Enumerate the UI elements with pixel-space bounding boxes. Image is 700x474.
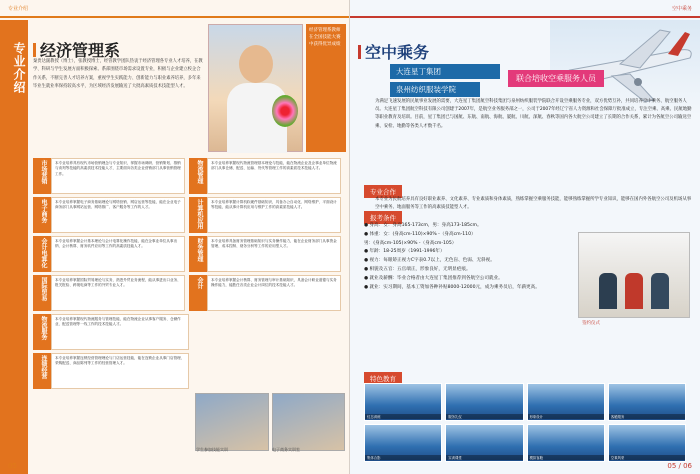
req-employment: ● 就业及薪酬：毕业合格者由大连星丁集团推荐到各航空公司就业。: [364, 275, 503, 281]
major-text: 本专业培养掌握会计核算、财务管理与审计基础知识，具备会计职业道德与实务操作能力，能胜任各类企业会计岗位的技术技能人才。: [207, 275, 341, 311]
gallery-photo: [527, 383, 605, 421]
gallery-photo: [364, 383, 442, 421]
person: [599, 273, 617, 309]
major-label: 财务管理: [189, 236, 207, 272]
major-item: [189, 158, 341, 194]
gallery-caption: 仪态训练: [365, 414, 441, 419]
photo-caption: 经济管理系教师在全国技能大赛中获得优异成绩: [306, 24, 346, 152]
left-header: 专业介绍: [0, 0, 349, 18]
intro-paragraph: 秦贵达副教授（博士），张教授博士，经管教学团队热衷于经济管理各专业人才培养，在教学、科研与学生发展方面积极探索。系部围绕市场需求设置专业，积极与企业建立校企合作关系，不断完善人才培养方案，重视学生实践能力、创新能力与职业素养培养，多年来毕业生就业率保持较高水平，为区域经济发展输送了大批高素质技术技能型人才。: [33, 59, 203, 90]
person: [651, 273, 669, 309]
req-weight-female: ● 体重：女：(身高cm-110)×90% -（身高cm-110）: [364, 231, 476, 237]
gallery-photo: [445, 383, 523, 421]
major-text: 本专业培养掌握电子商务基础理论与网络营销、网店运营等技能，能在企业电子商务部门从事网站运营、网络推广、客户服务等工作的人才。: [51, 197, 185, 233]
photo-caption-1: 学生参加技能实训: [196, 447, 228, 452]
major-item: [189, 275, 341, 311]
major-item: [33, 236, 185, 272]
page-number-left: 05: [8, 462, 17, 470]
bottom-photos: [195, 393, 345, 451]
major-label: 会计: [189, 275, 207, 311]
gallery-photo: [527, 424, 605, 462]
major-item: [33, 314, 189, 350]
signing-photo: [578, 232, 690, 318]
major-label: 连锁经营: [33, 353, 51, 389]
classroom-photo: [195, 393, 269, 451]
section-header-gallery: 特色教育: [364, 372, 402, 385]
signing-caption: 签约仪式: [582, 321, 600, 326]
gallery-grid: [364, 383, 686, 462]
right-page: [350, 0, 700, 474]
majors-row: [33, 158, 345, 194]
intro-paragraph-right: 为满足飞速发展的民航事业发展的需要，大连星丁集团航空科技集团与泉州纺织服装学院联合开设空乘服务专业，双方优势互补，共同培养空中乘务、航空服务人员。大连星丁集团航空科技有限公司创建于2007年，是航空业务服务部之一，公司于2007年经辽宁省人力资源和社会保障厅批准成立，专注空乘、高乘、民航地勤等职业教育及培训。目前，星丁集团已与国航、东航、南航、海航、厦航、川航、深航、春秋等国内各大航空公司建立了长期的合作关系，累计为各航空公司输送空乘、安检、地勤等各类人才数千名。: [375, 99, 692, 129]
page-title: 经济管理系: [33, 38, 120, 61]
gallery-caption: 形象设计: [528, 414, 604, 419]
flowers-icon: [272, 95, 298, 127]
section-header-cooperation: 专业合作: [364, 185, 402, 198]
teacher-photo: [208, 24, 303, 152]
major-label: 会计电算化: [33, 236, 51, 272]
major-label: 计算机应用: [189, 197, 207, 233]
gallery-caption: 模拟客舱: [528, 455, 604, 460]
person: [625, 273, 643, 309]
brand-block: [390, 64, 596, 97]
gallery-photo: [608, 383, 686, 421]
majors-row: [33, 353, 345, 389]
major-text: 本专业培养掌握国际贸易理论与实务，熟悉外贸业务流程，能从事进出口业务、报关报检、跨境电商等工作的外贸专业人才。: [51, 275, 185, 311]
majors-row: [33, 314, 345, 350]
major-item: [189, 236, 341, 272]
major-label: 物流服务: [33, 314, 51, 350]
req-salary: ● 就业：实习期间，基本工资加各种补贴8000-12000元，成为乘务员后，年薪更高。: [364, 284, 540, 290]
section-header-requirements: 报考条件: [364, 211, 402, 224]
major-text: 本专业培养掌握现代物流管理基本理论与技能，能在物流企业及企事业单位物流部门从事仓储、配送、运输、货代等管理工作的高素质技术技能人才。: [207, 158, 341, 194]
major-text: 本专业培养掌握连锁经营管理理论与门店运营技能，能在连锁企业从事门店管理、采购配送、商品陈列等工作的经营管理人才。: [51, 353, 189, 389]
major-item: [189, 197, 341, 233]
gallery-photo: [445, 424, 523, 462]
major-text: 本专业培养掌握计算机软硬件基础知识，具备办公自动化、网络维护、平面设计等技能，能从事计算机应用与维护工作的高素质技能人才。: [207, 197, 341, 233]
major-item: [33, 275, 185, 311]
lab-photo: [272, 393, 346, 451]
majors-row: [33, 236, 345, 272]
brand-group: 大连星丁集团: [390, 64, 500, 79]
req-age: ● 年龄：18-25周岁（1991-1996年）: [364, 249, 445, 255]
major-text: 本专业培养具有现代市场营销理念与专业知识，掌握市场调研、营销策划、推销与谈判等技能的高素质技术技能人才，主要面向各类企业营销部门从事营销管理工作。: [51, 158, 185, 194]
gallery-caption: 空乘风采: [609, 455, 685, 460]
majors-row: [33, 275, 345, 311]
gallery-caption: 客舱服务: [609, 414, 685, 419]
gallery-photo: [608, 424, 686, 462]
major-text: 本专业培养掌握会计基本理论与会计电算化操作技能，能在企事业单位从事出纳、会计核算、财务软件应用等工作的高素质技能人才。: [51, 236, 185, 272]
major-item: [33, 158, 185, 194]
req-weight-male: 男：(身高cm-105)×90% -（身高cm-105）: [364, 240, 457, 246]
right-header: 空中乘务: [350, 0, 700, 18]
majors-grid: [33, 158, 345, 392]
requirements-list: [364, 222, 564, 292]
major-item: [33, 197, 185, 233]
brand-school: 泉州纺织服装学院: [390, 82, 480, 97]
gallery-caption: 实训课堂: [446, 455, 522, 460]
major-label: 物流管理: [189, 158, 207, 194]
coop-badge: 联合培收空乘服务人员: [508, 70, 604, 87]
gallery-photo: [364, 424, 442, 462]
req-height: ● 身高：女：身高165-173cm，男：身高173-185cm。: [364, 223, 482, 228]
major-label: 电子商务: [33, 197, 51, 233]
major-item: [33, 353, 189, 389]
cooperation-text: 本专业为民航培养具有良好职业素养、文化素养、专业素质和身体素质，熟练掌握空乘服务技能，能够熟练掌握所学专业知识，能够在国内外各航空公司及机场从事空中乘务、地面服务等工作的高素质技能型人才。: [375, 197, 692, 211]
side-tab: 专业介绍: [0, 20, 28, 474]
major-text: 本专业培养掌握现代物流服务与管理技能，能在物流企业从事客户服务、仓储作业、配送管理等一线工作的技术技能人才。: [51, 314, 189, 350]
majors-row: [33, 197, 345, 233]
req-appearance: ● 相貌及五官：五官端正，形象良好，无明显疤痕。: [364, 266, 471, 272]
major-text: 本专业培养具备财务管理基础知识与实务操作能力，能在企业财务部门从事资金管理、成本控制、财务分析等工作的应用型人才。: [207, 236, 341, 272]
gallery-caption: 集体合影: [365, 455, 441, 460]
gallery-caption: 服务礼仪: [446, 414, 522, 419]
major-label: 国际贸易: [33, 275, 51, 311]
page-number-right: 05 / 06: [667, 462, 692, 470]
req-vision: ● 视力：每眼矫正视力C字表0.7以上，无色盲、色弱、无斜视。: [364, 258, 495, 264]
teacher-face: [239, 45, 273, 83]
photo-caption-2: 电子商务实训室: [272, 447, 300, 452]
page-title-right: 空中乘务: [358, 40, 429, 63]
major-label: 市场营销: [33, 158, 51, 194]
